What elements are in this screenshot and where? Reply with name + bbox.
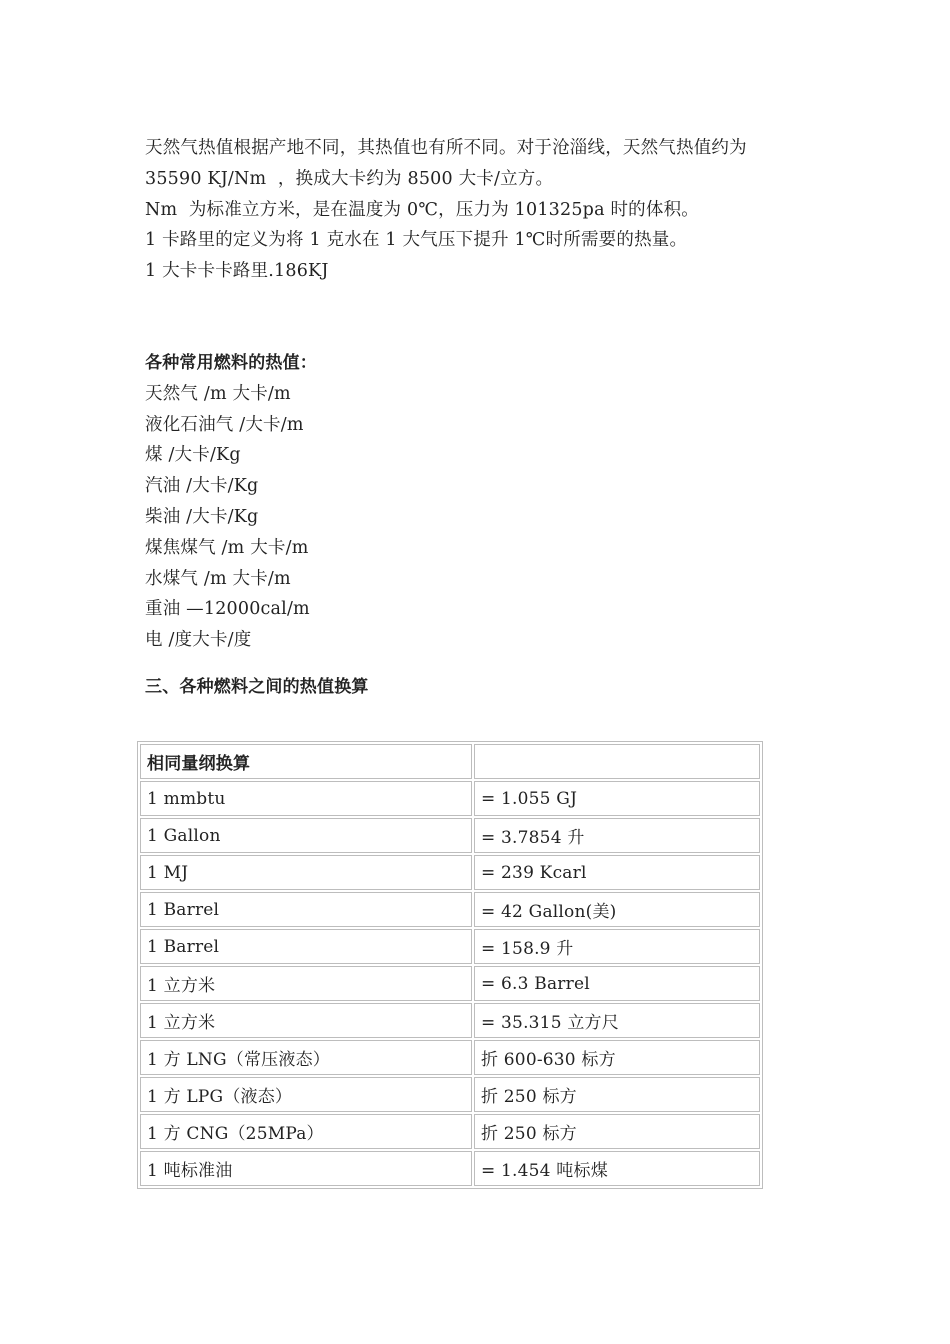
table-cell-unit: 1 立方米 (140, 1003, 472, 1038)
fuel-item: 液化石油气 /大卡/m (145, 414, 304, 435)
table-cell-unit: 1 吨标准油 (140, 1151, 472, 1186)
table-cell-value: = 35.315 立方尺 (474, 1003, 760, 1038)
fuel-item: 重油 —12000cal/m (145, 599, 310, 620)
table-row (140, 818, 760, 853)
table-cell-value: 折 600-630 标方 (474, 1040, 760, 1075)
fuel-item: 煤焦煤气 /m 大卡/m (145, 537, 309, 558)
fuels-heading: 各种常用燃料的热值： (145, 352, 317, 373)
intro-line: 1 卡路里的定义为将 1 克水在 1 大气压下提升 1℃时所需要的热量。 (145, 230, 688, 251)
fuel-item: 水煤气 /m 大卡/m (145, 568, 291, 589)
table-cell-value: = 1.055 GJ (474, 781, 760, 816)
table-cell-value: = 158.9 升 (474, 929, 760, 964)
table-cell-value: = 6.3 Barrel (474, 966, 760, 1001)
fuel-item: 天然气 /m 大卡/m (145, 383, 291, 404)
table-cell-unit: 1 Barrel (140, 892, 472, 927)
table-cell-unit: 1 立方米 (140, 966, 472, 1001)
intro-section (145, 133, 825, 287)
intro-line: 1 大卡卡卡路里.186KJ (145, 261, 329, 282)
table-cell-unit: 1 方 LPG（液态） (140, 1077, 472, 1112)
table-cell-value: = 1.454 吨标煤 (474, 1151, 760, 1186)
fuel-item: 煤 /大卡/Kg (145, 445, 241, 466)
conversion-table (137, 741, 763, 1189)
fuel-item: 电 /度大卡/度 (145, 630, 252, 651)
table-row (140, 1003, 760, 1038)
table-cell-value: = 239 Kcarl (474, 855, 760, 890)
table-cell-unit: 1 方 CNG（25MPa） (140, 1114, 472, 1149)
table-row (140, 1040, 760, 1075)
intro-line: 天然气热值根据产地不同，其热值也有所不同。对于沧淄线，天然气热值约为 (145, 138, 747, 158)
table-row (140, 781, 760, 816)
table-header-cell (474, 744, 760, 779)
fuel-item: 汽油 /大卡/Kg (145, 476, 259, 497)
fuel-heat-values-section (145, 348, 825, 656)
table-row (140, 892, 760, 927)
table-row (140, 1114, 760, 1149)
table-row (140, 855, 760, 890)
table-row (140, 929, 760, 964)
table-cell-value: = 3.7854 升 (474, 818, 760, 853)
table-header-row (140, 744, 760, 779)
table-cell-value: 折 250 标方 (474, 1114, 760, 1149)
table-cell-unit: 1 Barrel (140, 929, 472, 964)
table-cell-value: = 42 Gallon(美) (474, 892, 760, 927)
fuel-item: 柴油 /大卡/Kg (145, 506, 259, 527)
table-cell-unit: 1 Gallon (140, 818, 472, 853)
table-row (140, 1151, 760, 1186)
table-cell-unit: 1 方 LNG（常压液态） (140, 1040, 472, 1075)
table-row (140, 1077, 760, 1112)
table-row (140, 966, 760, 1001)
document-body (145, 133, 825, 703)
intro-line: Nm 为标准立方米，是在温度为 0℃，压力为 101325pa 时的体积。 (145, 199, 699, 220)
intro-line: 35590 KJ/Nm ，换成大卡约为 8500 大卡/立方。 (145, 168, 554, 189)
table-cell-unit: 1 MJ (140, 855, 472, 890)
conversion-heading: 三、各种燃料之间的热值换算 (145, 676, 369, 697)
table-cell-value: 折 250 标方 (474, 1077, 760, 1112)
table-header-cell: 相同量纲换算 (140, 744, 472, 779)
table-cell-unit: 1 mmbtu (140, 781, 472, 816)
